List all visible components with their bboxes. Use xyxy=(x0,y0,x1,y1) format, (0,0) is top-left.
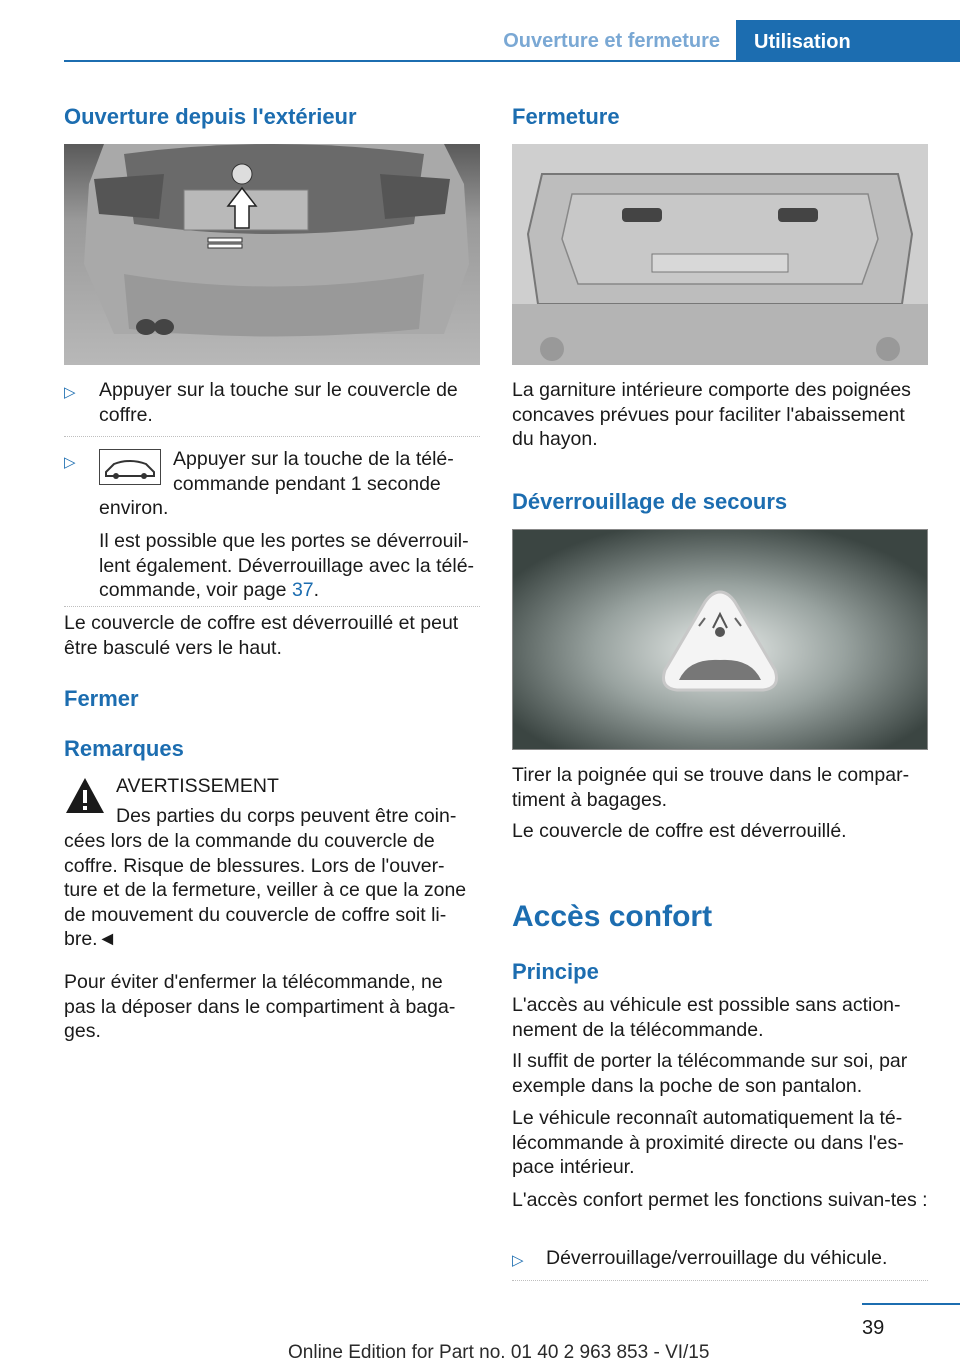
heading-remarques: Remarques xyxy=(64,736,184,761)
separator xyxy=(64,606,480,607)
footer-rule xyxy=(862,1303,960,1305)
para-deverrouille: Le couvercle de coffre est déverrouillé et peut être basculé vers le haut. xyxy=(64,612,459,659)
para-garniture: La garniture intérieure comporte des poignées concaves prévues pour faciliter l'abaissement du hayon. xyxy=(512,379,911,450)
heading-deverrouillage-secours: Déverrouillage de secours xyxy=(512,489,788,514)
heading-fermer: Fermer xyxy=(64,686,139,711)
illustration-emergency-release xyxy=(512,529,928,750)
bullet-note-text: Il est possible que les portes se déverrouil-lent également. Déverrouillage avec la télé-commande, voir page xyxy=(99,530,475,601)
warning-triangle-icon xyxy=(64,776,106,816)
para-principe-2: Il suffit de porter la télécommande sur soi, par exemple dans la poche de son pantalon. xyxy=(512,1050,908,1097)
illustration-trunk-button xyxy=(64,144,480,365)
header-rule xyxy=(64,60,960,62)
car-remote-icon xyxy=(99,449,161,485)
heading-fermeture: Fermeture xyxy=(512,104,620,129)
para-tirer-poignee: Tirer la poignée qui se trouve dans le compar-timent à bagages. xyxy=(512,764,910,811)
separator xyxy=(512,1280,928,1281)
heading-ouverture-exterieur: Ouverture depuis l'extérieur xyxy=(64,104,357,129)
heading-principe: Principe xyxy=(512,959,599,984)
triangle-right-icon: ▷ xyxy=(64,384,76,401)
para-principe-1: L'accès au véhicule est possible sans action-nement de la télécommande. xyxy=(512,994,901,1041)
bullet-note xyxy=(99,529,479,603)
bullet-appuyer-couvercle: Appuyer sur la touche sur le couvercle de coffre. xyxy=(99,379,458,426)
warning-title: AVERTISSEMENT xyxy=(116,775,279,797)
para-eviter-enfermer: Pour éviter d'enfermer la télécommande, ne pas la déposer dans le compartiment à baga-ges. xyxy=(64,971,456,1042)
bullet-note-end: . xyxy=(313,579,320,601)
bullet-deverrouillage-verrouillage: Déverrouillage/verrouillage du véhicule. xyxy=(546,1247,888,1269)
para-principe-4: L'accès confort permet les fonctions suivan-tes : xyxy=(512,1189,928,1211)
para-principe-3: Le véhicule reconnaît automatiquement la té-lécommande à proximité directe ou dans l'es-pace intérieur. xyxy=(512,1107,904,1178)
heading-acces-confort: Accès confort xyxy=(512,900,713,933)
triangle-right-icon: ▷ xyxy=(512,1252,524,1269)
para-deverrouille-2: Le couvercle de coffre est déverrouillé. xyxy=(512,820,847,842)
warning-text: cées lors de la commande du couvercle de coffre. Risque de blessures. Lors de l'ouver-ture et de la fermeture, veiller à ce que la zone de mouvement du couvercle de coffre soit li-bre.◄ xyxy=(64,830,467,950)
header-section-title: Ouverture et fermeture xyxy=(503,30,720,52)
separator xyxy=(64,436,480,437)
bullet-telecommande-line1: Appuyer sur la touche de la télé- xyxy=(173,448,454,470)
bullet-telecommande-line2: commande pendant 1 seconde xyxy=(173,473,441,495)
header-tab: Utilisation xyxy=(736,20,960,62)
page-link-37[interactable]: 37 xyxy=(291,579,314,601)
bullet-telecommande-line3: environ. xyxy=(99,497,169,519)
triangle-right-icon: ▷ xyxy=(64,454,76,471)
footer-edition: Online Edition for Part no. 01 40 2 963 853 - VI/15 xyxy=(288,1342,710,1363)
warning-line1: Des parties du corps peuvent être coin- xyxy=(116,805,457,827)
illustration-trunk-lid-inside xyxy=(512,144,928,365)
page-number: 39 xyxy=(862,1317,885,1339)
